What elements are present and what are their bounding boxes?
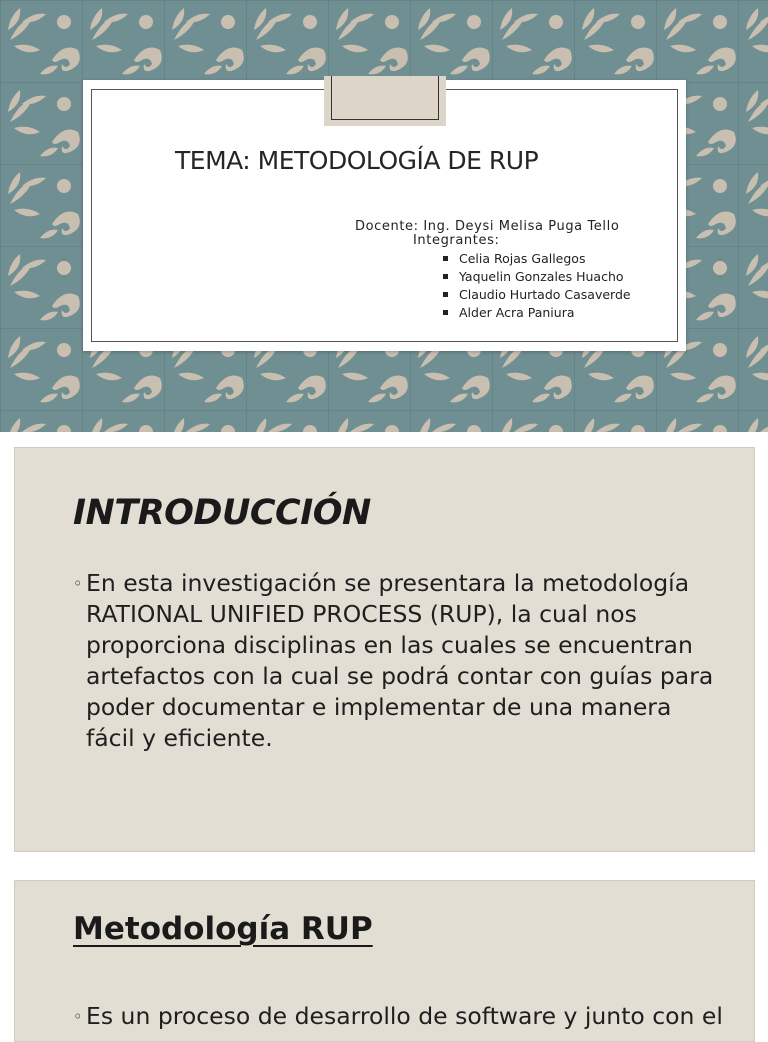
introduction-slide: [14, 447, 755, 852]
square-bullet-icon: [443, 256, 448, 261]
title-slide: [0, 0, 768, 432]
slide-heading: Metodología RUP: [73, 911, 373, 947]
square-bullet-icon: [443, 274, 448, 279]
paragraph-text: Es un proceso de desarrollo de software y junto con el: [86, 1002, 723, 1030]
square-bullet-icon: [443, 310, 448, 315]
members-label: Integrantes:: [413, 233, 500, 248]
list-item: Alder Acra Paniura: [443, 304, 631, 322]
teacher-line: Docente: Ing. Deysi Melisa Puga Tello: [355, 219, 620, 234]
title-card: [83, 80, 686, 351]
rup-slide: [14, 880, 755, 1042]
bullet-paragraph: [73, 1001, 723, 1032]
circle-bullet-icon: ◦: [73, 1007, 83, 1026]
paragraph-text: En esta investigación se presentara la metodología RATIONAL UNIFIED PROCESS (RUP), la cual nos proporciona disciplinas en las cuales se encuentran artefactos con la cual se podrá contar con guías para poder documentar e implementar de una manera fácil y eficiente.: [86, 569, 714, 752]
list-item: Celia Rojas Gallegos: [443, 250, 631, 268]
circle-bullet-icon: ◦: [73, 574, 83, 593]
list-item: Yaquelin Gonzales Huacho: [443, 268, 631, 286]
bullet-paragraph: [73, 568, 723, 754]
square-bullet-icon: [443, 292, 448, 297]
slide-heading: INTRODUCCIÓN: [73, 493, 371, 533]
list-item: Claudio Hurtado Casaverde: [443, 286, 631, 304]
slide-title: TEMA: METODOLOGÍA DE RUP: [175, 146, 539, 175]
members-list: [443, 250, 631, 322]
card-tab-frame: [331, 76, 439, 120]
